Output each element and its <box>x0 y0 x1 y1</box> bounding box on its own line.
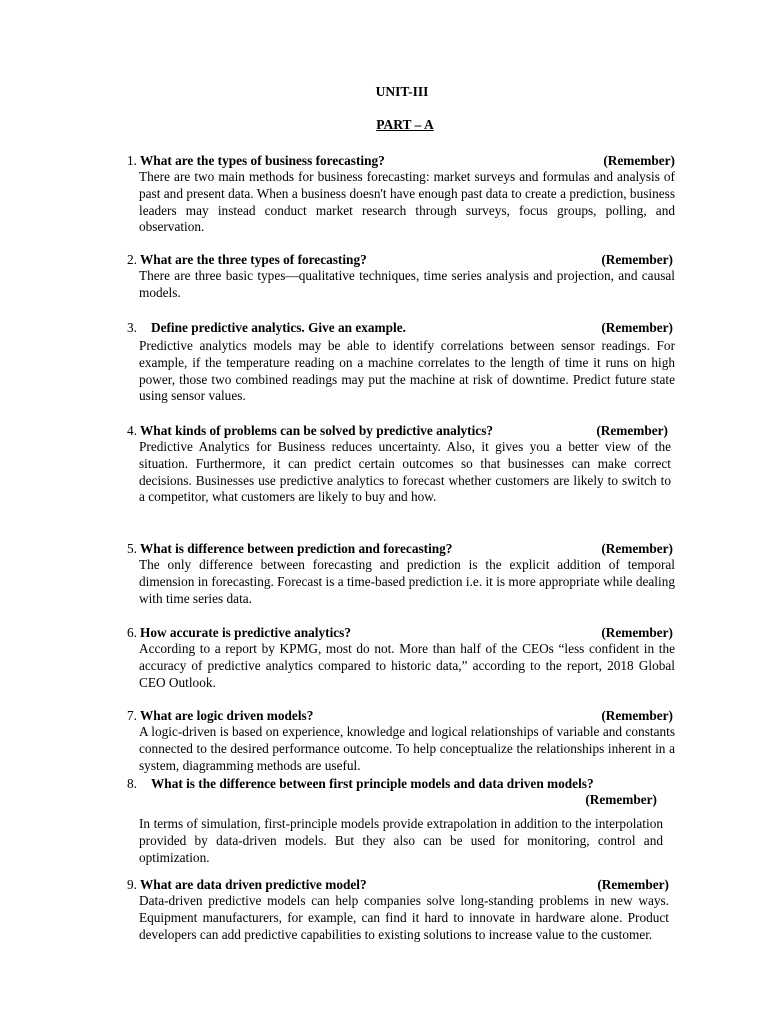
answer-text: The only difference between forecasting and prediction is the explicit addition of temporal dimension in forecasting. Forecast is a time-based prediction i.e. it is more appropriate while dealing with time series data. <box>139 557 675 606</box>
question-number: 1. <box>127 153 137 168</box>
question-line <box>127 152 675 169</box>
answer-text: Predictive analytics models may be able to identify correlations between sensor readings. For example, if the temperature reading on a machine correlates to the length of time it runs on high power, those two combined readings may put the machine at risk of downtime. Predict future state using sensor values. <box>139 338 675 404</box>
question-number: 6. <box>127 625 137 640</box>
question-text: Define predictive analytics. Give an example. <box>151 320 406 335</box>
part-title: PART – A <box>376 117 434 132</box>
bloom-level-tag: (Remember) <box>601 625 673 640</box>
bloom-level-tag: (Remember) <box>597 877 669 892</box>
answer-text: There are three basic types—qualitative techniques, time series analysis and projection, and causal models. <box>139 268 675 300</box>
question-block-4 <box>127 422 675 506</box>
question-number: 2. <box>127 252 137 267</box>
question-text: What are the types of business forecasting? <box>140 153 385 168</box>
question-number: 3. <box>127 320 137 335</box>
bloom-level-tag: (Remember) <box>603 153 675 168</box>
question-text: What kinds of problems can be solved by predictive analytics? <box>140 423 494 438</box>
question-block-7 <box>127 707 675 774</box>
question-block-6 <box>127 624 675 691</box>
question-block-3 <box>127 319 675 405</box>
question-line <box>127 707 675 724</box>
question-number: 4. <box>127 423 137 438</box>
question-line <box>127 422 675 439</box>
question-number: 9. <box>127 877 137 892</box>
bloom-level-tag: (Remember) <box>596 423 668 438</box>
question-block-8 <box>127 775 667 866</box>
question-line <box>127 540 675 557</box>
question-line <box>127 876 669 893</box>
bloom-level-tag: (Remember) <box>585 792 657 807</box>
question-text: What is the difference between first principle models and data driven models? <box>151 776 594 791</box>
answer-text: A logic-driven is based on experience, knowledge and logical relationships of variable and constants connected to the desired performance outcome. To help conceptualize the relationships inherent in a system, diagramming methods are useful. <box>139 724 675 773</box>
bloom-level-tag: (Remember) <box>601 252 673 267</box>
answer-text: Predictive Analytics for Business reduces uncertainty. Also, it gives you a better view of the situation. Furthermore, it can predict certain outcomes so that businesses can make correct decisions. Businesses use predictive analytics to forecast whether customers are likely to switch to a competitor, what customers are likely to buy and how. <box>139 439 671 505</box>
bloom-level-tag: (Remember) <box>601 541 673 556</box>
question-block-2 <box>127 251 675 302</box>
question-number: 8. <box>127 776 137 791</box>
question-text: What is difference between prediction and forecasting? <box>140 541 453 556</box>
answer-text: There are two main methods for business forecasting: market surveys and formulas and analysis of past and present data. When a business doesn't have enough past data to create a prediction, business leaders may instead conduct market research through surveys, focus groups, polling, and observation. <box>139 169 675 235</box>
question-line <box>127 319 675 336</box>
question-block-5 <box>127 540 675 607</box>
unit-title: UNIT-III <box>375 84 429 99</box>
bloom-level-tag: (Remember) <box>601 320 673 335</box>
question-block-1 <box>127 152 675 236</box>
answer-text: According to a report by KPMG, most do not. More than half of the CEOs “less confident in the accuracy of predictive analytics compared to historic data,” according to the report, 2018 Global CEO Outlook. <box>139 641 675 690</box>
question-text: How accurate is predictive analytics? <box>140 625 351 640</box>
question-line <box>127 251 675 268</box>
question-line <box>127 624 675 641</box>
question-text: What are data driven predictive model? <box>140 877 367 892</box>
answer-text: In terms of simulation, first-principle models provide extrapolation in addition to the interpolation provided by data-driven models. But they also can be used for monitoring, control and optimization. <box>139 816 663 865</box>
question-block-9 <box>127 876 669 943</box>
question-text: What are the three types of forecasting? <box>140 252 367 267</box>
question-number: 5. <box>127 541 137 556</box>
question-number: 7. <box>127 708 137 723</box>
answer-text: Data-driven predictive models can help companies solve long-standing problems in new ways. Equipment manufacturers, for example, can find it hard to innovate in hardware alone. Product developers can add predictive capabilities to existing solutions to increase value to the customer. <box>139 893 669 942</box>
question-line <box>127 775 667 792</box>
question-text: What are logic driven models? <box>140 708 314 723</box>
bloom-level-tag: (Remember) <box>601 708 673 723</box>
